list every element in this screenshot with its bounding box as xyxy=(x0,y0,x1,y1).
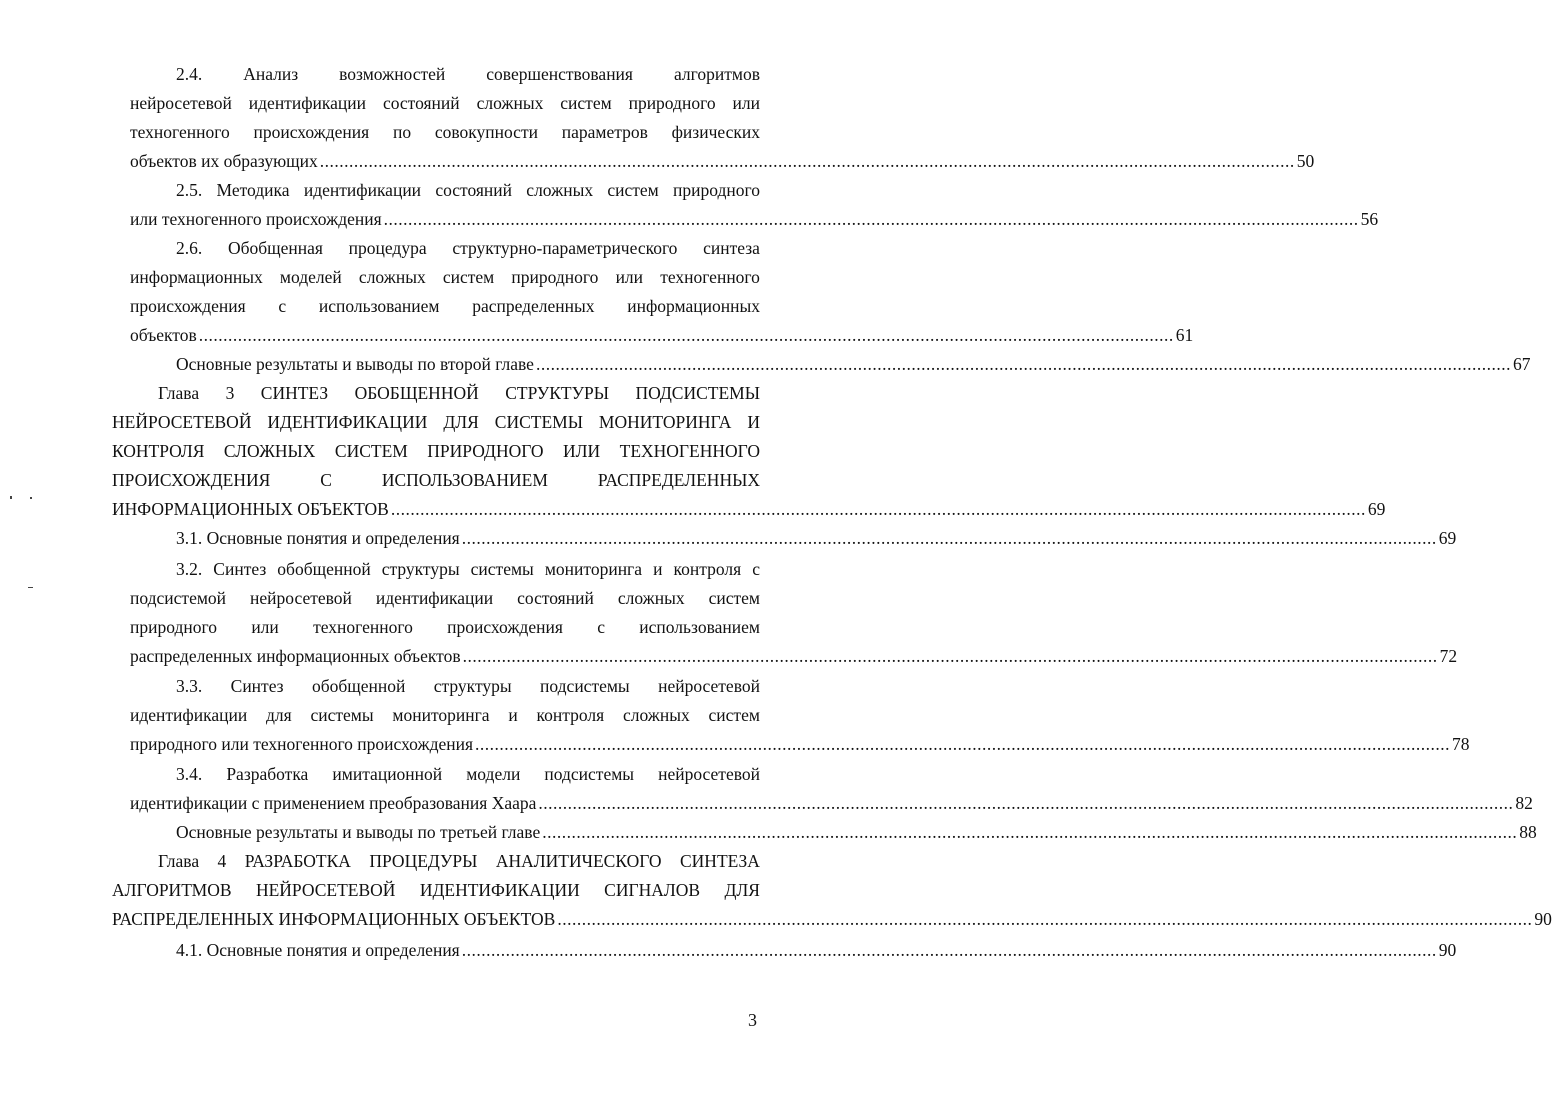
toc-title-end: природного или техногенного происхождения xyxy=(130,734,474,754)
word: синтеза xyxy=(703,238,760,258)
word: Глава xyxy=(158,383,200,403)
word: происхождения xyxy=(447,617,563,637)
word: информационных xyxy=(627,296,760,316)
word: подсистемой xyxy=(130,588,227,608)
dot-leader: ........................................................................................................................................................................................................ xyxy=(535,354,1511,374)
word: природного xyxy=(673,180,760,200)
word: Глава xyxy=(158,851,200,871)
word: природного xyxy=(130,617,217,637)
scan-speck xyxy=(10,496,12,499)
toc-page-number: 90 xyxy=(1534,909,1552,929)
word: СИСТЕМ xyxy=(334,441,408,461)
word: для xyxy=(266,705,292,725)
word: НЕЙРОСЕТЕВОЙ xyxy=(112,412,252,432)
page-number: 3 xyxy=(748,1010,757,1030)
toc-line xyxy=(130,263,760,292)
word: 2.4. xyxy=(176,64,203,84)
word: МОНИТОРИНГА xyxy=(598,412,732,432)
word: ИСПОЛЬЗОВАНИЕМ xyxy=(381,470,548,490)
toc-line xyxy=(176,555,760,584)
word: 3.4. xyxy=(176,764,203,784)
word: идентификации xyxy=(303,180,422,200)
toc-line xyxy=(112,466,760,495)
word: НЕЙРОСЕТЕВОЙ xyxy=(255,880,396,900)
word: Разработка xyxy=(226,764,309,784)
word: сложных xyxy=(617,588,685,608)
toc-line xyxy=(130,613,760,642)
toc-line xyxy=(112,876,760,905)
word: нейросетевой xyxy=(250,588,352,608)
toc-title-end: 4.1. Основные понятия и определения xyxy=(176,940,460,960)
word: АЛГОРИТМОВ xyxy=(112,880,232,900)
toc-last-line xyxy=(112,495,1386,524)
word: РАЗРАБОТКА xyxy=(244,851,351,871)
toc-title-end: объектов xyxy=(130,325,197,345)
toc-last-line xyxy=(176,936,1457,965)
toc-line xyxy=(130,701,760,730)
toc-page-number: 67 xyxy=(1512,354,1531,374)
word: информационных xyxy=(130,267,263,287)
word: РАСПРЕДЕЛЕННЫХ xyxy=(597,470,760,490)
word: нейросетевой xyxy=(658,676,760,696)
toc-line xyxy=(158,379,760,408)
toc-last-line xyxy=(130,321,1194,350)
word: ИДЕНТИФИКАЦИИ xyxy=(419,880,580,900)
word: ПОДСИСТЕМЫ xyxy=(635,383,760,403)
word: обобщенной xyxy=(311,676,406,696)
word: или xyxy=(615,267,644,287)
toc-title-end: или техногенного происхождения xyxy=(130,209,382,229)
word: 4 xyxy=(217,851,227,871)
toc-last-line xyxy=(130,730,1470,759)
word: систем xyxy=(708,705,760,725)
scan-speck xyxy=(30,497,32,499)
word: 2.6. xyxy=(176,238,203,258)
word: Анализ xyxy=(243,64,299,84)
word: С xyxy=(320,470,332,490)
word: или xyxy=(251,617,279,637)
word: с xyxy=(752,559,760,579)
word: имитационной xyxy=(332,764,443,784)
word: процедура xyxy=(348,238,427,258)
word: сложных xyxy=(476,93,544,113)
scan-speck xyxy=(28,587,33,588)
dot-leader: ........................................................................................................................................................................................................ xyxy=(461,528,1437,548)
toc-page-number: 69 xyxy=(1438,528,1457,548)
toc-line xyxy=(130,89,760,118)
word: идентификации xyxy=(130,705,248,725)
toc-line xyxy=(176,760,760,789)
word: обобщенной xyxy=(277,559,371,579)
word: техногенного xyxy=(130,122,230,142)
word: совершенствования xyxy=(486,64,633,84)
word: СИНТЕЗ xyxy=(260,383,329,403)
word: распределенных xyxy=(472,296,595,316)
toc-page-number: 72 xyxy=(1439,646,1458,666)
word: и xyxy=(508,705,518,725)
word: контроля xyxy=(536,705,605,725)
toc-line xyxy=(130,118,760,147)
word: использованием xyxy=(318,296,440,316)
word: систем xyxy=(607,180,659,200)
word: ИДЕНТИФИКАЦИИ xyxy=(267,412,428,432)
toc-line xyxy=(176,672,760,701)
word: системы xyxy=(470,559,534,579)
dot-leader: ........................................................................................................................................................................................................ xyxy=(390,499,1366,519)
word: состояний xyxy=(517,588,594,608)
toc-last-line xyxy=(176,818,1537,847)
dot-leader: ........................................................................................................................................................................................................ xyxy=(461,940,1437,960)
word: Обобщенная xyxy=(227,238,323,258)
toc-last-line xyxy=(130,642,1458,671)
toc-line xyxy=(130,292,760,321)
word: ОБОБЩЕННОЙ xyxy=(354,383,479,403)
toc-page-number: 50 xyxy=(1296,151,1315,171)
dot-leader: ........................................................................................................................................................................................................ xyxy=(538,793,1514,813)
word: 3.3. xyxy=(176,676,203,696)
word: сложных xyxy=(526,180,594,200)
word: систем xyxy=(442,267,495,287)
toc-last-line xyxy=(176,350,1531,379)
word: АНАЛИТИЧЕСКОГО xyxy=(495,851,662,871)
toc-last-line xyxy=(130,789,1533,818)
toc-page-number: 78 xyxy=(1452,734,1470,754)
word: сложных xyxy=(622,705,690,725)
word: ДЛЯ xyxy=(443,412,479,432)
word: мониторинга xyxy=(544,559,643,579)
toc-last-line xyxy=(130,205,1379,234)
word: КОНТРОЛЯ xyxy=(112,441,205,461)
word: сложных xyxy=(358,267,426,287)
word: ПРИРОДНОГО xyxy=(427,441,544,461)
toc-page-number: 82 xyxy=(1515,793,1533,813)
word: Синтез xyxy=(213,559,267,579)
word: алгоритмов xyxy=(673,64,760,84)
word: структуры xyxy=(381,559,460,579)
toc-line xyxy=(112,408,760,437)
word: состояний xyxy=(435,180,513,200)
word: СТРУКТУРЫ xyxy=(505,383,609,403)
word: нейросетевой xyxy=(130,93,232,113)
toc-title-end: ИНФОРМАЦИОННЫХ ОБЪЕКТОВ xyxy=(112,499,389,519)
word: модели xyxy=(466,764,521,784)
word: ДЛЯ xyxy=(724,880,760,900)
word: совокупности xyxy=(434,122,538,142)
word: природного xyxy=(628,93,716,113)
word: техногенного xyxy=(660,267,760,287)
toc-page-number: 69 xyxy=(1367,499,1386,519)
toc-title-end: Основные результаты и выводы по второй главе xyxy=(176,354,534,374)
word: подсистемы xyxy=(544,764,635,784)
word: Синтез xyxy=(230,676,284,696)
word: с xyxy=(597,617,605,637)
dot-leader: ........................................................................................................................................................................................................ xyxy=(383,209,1359,229)
word: систем xyxy=(560,93,612,113)
word: структурно-параметрического xyxy=(452,238,678,258)
word: нейросетевой xyxy=(658,764,760,784)
toc-title-end: Основные результаты и выводы по третьей главе xyxy=(176,822,541,842)
toc-title-end: РАСПРЕДЕЛЕННЫХ ИНФОРМАЦИОННЫХ ОБЪЕКТОВ xyxy=(112,909,556,929)
toc-line xyxy=(176,234,760,263)
word: состояний xyxy=(382,93,460,113)
word: системы xyxy=(310,705,374,725)
word: и xyxy=(653,559,663,579)
word: моделей xyxy=(279,267,342,287)
word: мониторинга xyxy=(392,705,490,725)
word: структуры xyxy=(433,676,512,696)
word: 3 xyxy=(225,383,235,403)
word: параметров xyxy=(561,122,648,142)
toc-page-number: 88 xyxy=(1519,822,1537,842)
word: ПРОЦЕДУРЫ xyxy=(369,851,478,871)
toc-last-line xyxy=(112,905,1552,934)
dot-leader: ........................................................................................................................................................................................................ xyxy=(557,909,1533,929)
toc-last-line xyxy=(130,147,1315,176)
word: происхождения xyxy=(253,122,370,142)
word: Методика xyxy=(216,180,290,200)
word: использованием xyxy=(639,617,760,637)
toc-title-end: распределенных информационных объектов xyxy=(130,646,461,666)
word: контроля xyxy=(673,559,742,579)
dot-leader: ........................................................................................................................................................................................................ xyxy=(462,646,1438,666)
word: природного xyxy=(511,267,599,287)
toc-line xyxy=(112,437,760,466)
toc-line xyxy=(176,176,760,205)
word: подсистемы xyxy=(540,676,630,696)
toc-page-number: 56 xyxy=(1360,209,1379,229)
word: или xyxy=(732,93,760,113)
toc-line xyxy=(158,847,760,876)
word: 2.5. xyxy=(176,180,203,200)
toc-page-number: 90 xyxy=(1438,940,1457,960)
word: возможностей xyxy=(339,64,446,84)
toc-last-line xyxy=(176,524,1457,553)
word: СИГНАЛОВ xyxy=(604,880,701,900)
word: физических xyxy=(671,122,760,142)
toc-title-end: 3.1. Основные понятия и определения xyxy=(176,528,460,548)
toc-page-number: 61 xyxy=(1175,325,1194,345)
toc-title-end: идентификации с применением преобразования Хаара xyxy=(130,793,537,813)
word: ПРОИСХОЖДЕНИЯ xyxy=(112,470,271,490)
toc-title-end: объектов их образующих xyxy=(130,151,318,171)
word: СЛОЖНЫХ xyxy=(223,441,316,461)
word: техногенного xyxy=(313,617,413,637)
word: систем xyxy=(708,588,760,608)
word: СИСТЕМЫ xyxy=(494,412,583,432)
word: по xyxy=(392,122,412,142)
word: идентификации xyxy=(375,588,494,608)
dot-leader: ........................................................................................................................................................................................................ xyxy=(542,822,1518,842)
word: идентификации xyxy=(248,93,367,113)
dot-leader: ........................................................................................................................................................................................................ xyxy=(319,151,1295,171)
word: СИНТЕЗА xyxy=(680,851,760,871)
word: ТЕХНОГЕННОГО xyxy=(619,441,760,461)
word: И xyxy=(747,412,760,432)
word: ИЛИ xyxy=(563,441,601,461)
word: с xyxy=(278,296,287,316)
word: 3.2. xyxy=(176,559,203,579)
dot-leader: ........................................................................................................................................................................................................ xyxy=(475,734,1451,754)
word: происхождения xyxy=(130,296,246,316)
dot-leader: ........................................................................................................................................................................................................ xyxy=(198,325,1174,345)
toc-line xyxy=(176,60,760,89)
toc-line xyxy=(130,584,760,613)
